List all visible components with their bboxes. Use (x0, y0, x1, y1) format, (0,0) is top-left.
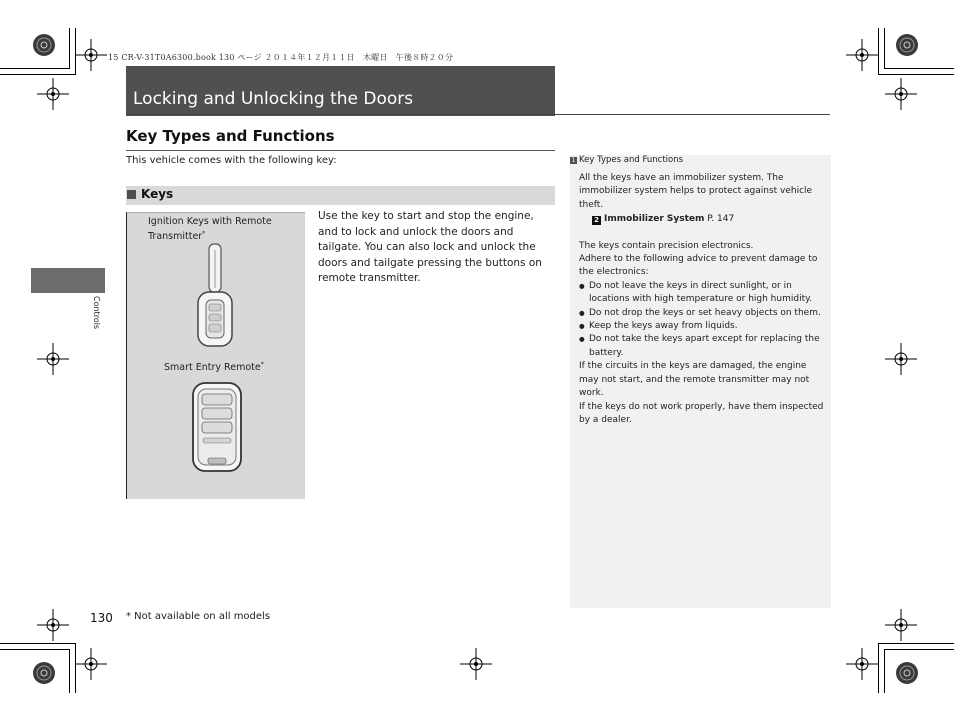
note-paragraph: The keys contain precision electronics. (579, 240, 754, 251)
figure-label-ignition-key: Ignition Keys with Remote Transmitter* (148, 216, 272, 243)
section-rule (126, 150, 555, 151)
cross-reference-arrow-icon: 2 (592, 216, 601, 225)
side-tab-label: Controls (92, 296, 101, 330)
intro-text: This vehicle comes with the following key: (126, 155, 337, 166)
note-paragraph: Adhere to the following advice to prevent damage to the electronics: (579, 254, 818, 278)
list-item: ● Do not leave the keys in direct sunlight, or in locations with high temperature or high humidity. (579, 280, 825, 307)
smart-entry-remote-icon (190, 380, 244, 476)
square-bullet-icon (127, 190, 136, 199)
note-heading: 1 Key Types and Functions (571, 155, 684, 165)
page-title: Locking and Unlocking the Doors (133, 89, 414, 109)
note-marker-icon: 1 (571, 157, 576, 164)
note-paragraph: If the circuits in the keys are damaged, the engine may not start, and the remote transmitter may not work. (579, 361, 810, 399)
list-item: ● Do not drop the keys or set heavy objects on them. (579, 307, 825, 320)
section-title: Key Types and Functions (126, 127, 335, 145)
page-number: 130 (90, 611, 113, 625)
keys-heading-bar (126, 186, 555, 205)
note-paragraph: If the keys do not work properly, have them inspected by a dealer. (579, 401, 824, 425)
title-rule (126, 114, 830, 115)
figure-label-smart-entry: Smart Entry Remote* (164, 361, 264, 374)
note-paragraph: All the keys have an immobilizer system. The immobilizer system helps to protect against vehicle theft. (579, 173, 813, 210)
keys-body-text: Use the key to start and stop the engine, and to lock and unlock the doors and tailgate. You can also lock and unlock the doors and tailgate pressing the buttons on remote transmitter. (318, 210, 542, 285)
side-tab (31, 268, 105, 293)
list-item: ● Keep the keys away from liquids. (579, 320, 825, 333)
note-body (579, 172, 825, 427)
advice-list (579, 280, 825, 360)
ignition-key-icon (190, 242, 240, 354)
keys-heading: Keys (141, 187, 174, 201)
print-header: 15 CR-V-31T0A6300.book 130 ページ ２０１４年１２月１１日 木曜日 午後８時２０分 (108, 53, 454, 62)
list-item: ● Do not take the keys apart except for replacing the battery. (579, 333, 825, 360)
footnote: * Not available on all models (126, 611, 271, 622)
immobilizer-link[interactable]: 2 Immobilizer System P. 147 (579, 213, 825, 226)
